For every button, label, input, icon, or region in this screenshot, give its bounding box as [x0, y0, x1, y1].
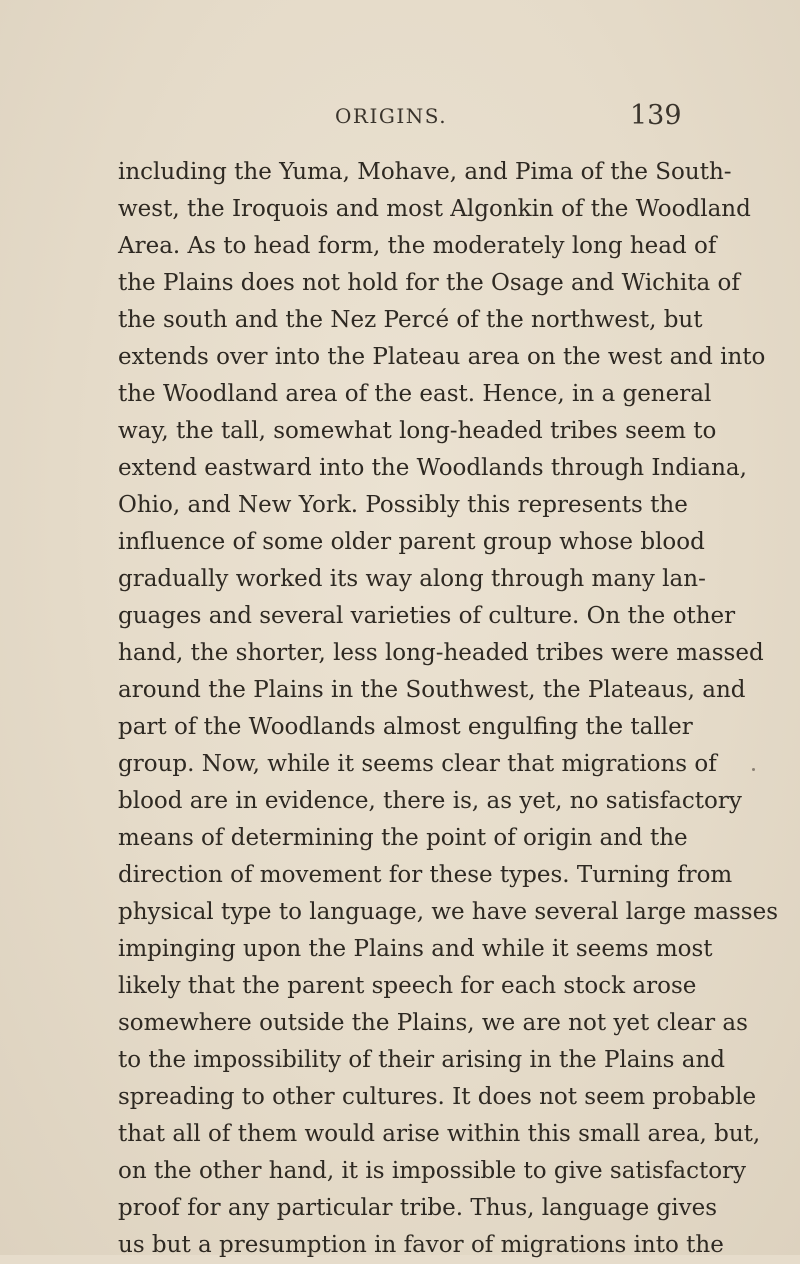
text-line: influence of some older parent group whose blood [118, 529, 705, 555]
text-line: way, the tall, somewhat long-headed tribes seem to [118, 418, 717, 444]
text-line: around the Plains in the Southwest, the Plateaus, and [118, 677, 746, 703]
text-line: Area. As to head form, the moderately long head of [118, 233, 717, 259]
text-line: proof for any particular tribe. Thus, language gives [118, 1195, 718, 1221]
running-title: ORIGINS. [335, 104, 448, 128]
text-line: blood are in evidence, there is, as yet, no satisfactory [118, 788, 742, 814]
text-line: us but a presumption in favor of migrations into the [118, 1232, 724, 1258]
text-line: west, the Iroquois and most Algonkin of the Woodland [118, 196, 751, 222]
text-line: guages and several varieties of culture. On the other [118, 603, 736, 629]
text-line: part of the Woodlands almost engulfing the taller [118, 714, 693, 740]
text-line: impinging upon the Plains and while it seems most [118, 936, 713, 962]
text-line: that all of them would arise within this small area, but, [118, 1121, 761, 1147]
stray-ink-mark [752, 768, 755, 771]
text-line: the Plains does not hold for the Osage and Wichita of [118, 270, 740, 296]
text-line: Ohio, and New York. Possibly this represents the [118, 492, 688, 518]
body-text [118, 154, 779, 1264]
text-line: direction of movement for these types. Turning from [118, 862, 733, 888]
text-line: gradually worked its way along through many lan- [118, 566, 706, 592]
text-line: to the impossibility of their arising in the Plains and [118, 1047, 726, 1073]
text-line: means of determining the point of origin and the [118, 825, 688, 851]
text-line: spreading to other cultures. It does not seem probable [118, 1084, 757, 1110]
running-head [0, 100, 800, 140]
page-number: 139 [630, 100, 682, 131]
text-line: on the other hand, it is impossible to give satisfactory [118, 1158, 747, 1184]
text-line: hand, the shorter, less long-headed tribes were massed [118, 640, 764, 666]
text-line: extends over into the Plateau area on the west and into [118, 344, 766, 370]
text-line: extend eastward into the Woodlands through Indiana, [118, 455, 747, 481]
text-line: group. Now, while it seems clear that migrations of [118, 751, 717, 777]
text-line: likely that the parent speech for each stock arose [118, 973, 697, 999]
text-line: physical type to language, we have several large masses [118, 899, 779, 925]
text-line: including the Yuma, Mohave, and Pima of the South- [118, 159, 732, 185]
text-line: the south and the Nez Percé of the northwest, but [118, 307, 703, 333]
text-line: the Woodland area of the east. Hence, in a general [118, 381, 712, 407]
text-line: somewhere outside the Plains, we are not yet clear as [118, 1010, 748, 1036]
